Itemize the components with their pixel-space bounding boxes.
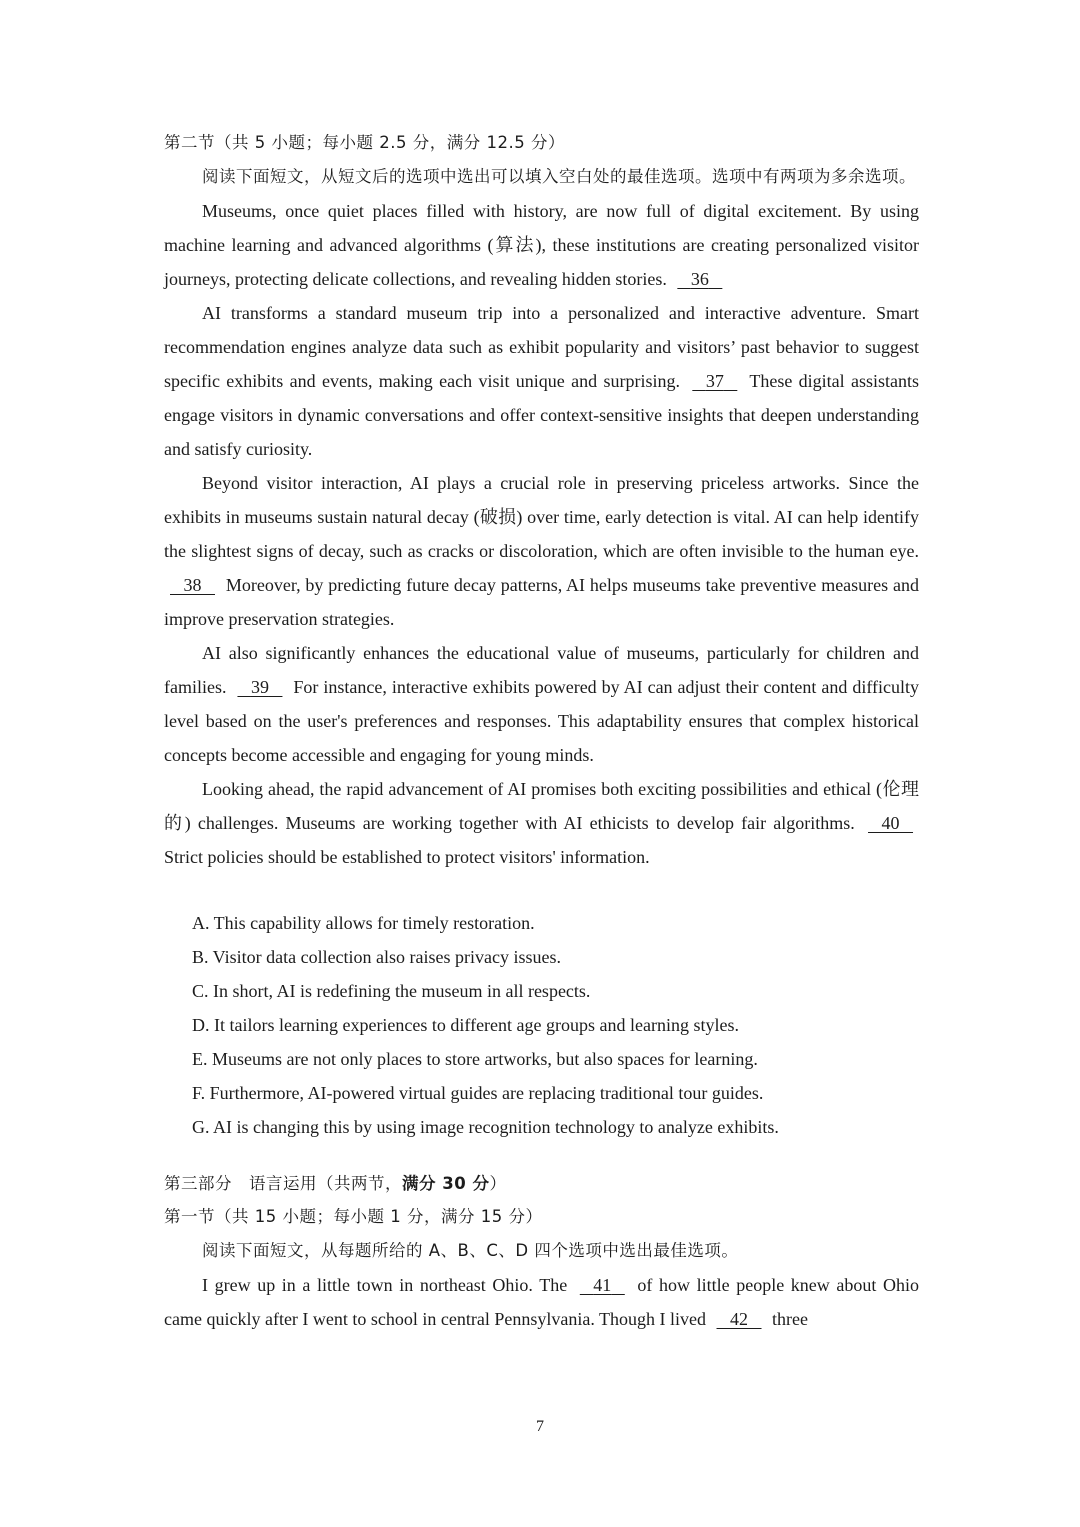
option-e: E. Museums are not only places to store artworks, but also spaces for learning.: [192, 1049, 758, 1069]
blank-36: 36: [690, 269, 709, 289]
section-instruction-3-1: 阅读下面短文，从每题所给的 A、B、C、D 四个选项中选出最佳选项。: [202, 1241, 739, 1260]
paragraph-text: AI transforms a standard museum trip into a personalized and interactive adventure. Smart recommendation engines analyze data such as exhibit popularity and visitors’ past behavior to suggest specific exhibits and events, making each visit unique and surprising.: [164, 303, 919, 391]
blank-38: 38: [183, 575, 202, 595]
paragraph-text: Strict policies should be established to protect visitors' information.: [164, 847, 650, 867]
blank-41: 41: [593, 1275, 612, 1295]
section-heading-3-1: 第一节（共 15 小题；每小题 1 分，满分 15 分）: [164, 1207, 543, 1226]
passage-paragraph-3: [164, 466, 919, 636]
blank-42: 42: [730, 1309, 749, 1329]
blank-40: 40: [881, 813, 900, 833]
passage-paragraph-2: [164, 296, 919, 466]
paragraph-text: For instance, interactive exhibits powered by AI can adjust their content and difficulty level based on the user's preferences and responses. This adaptability ensures that complex historical concepts become accessible and engaging for young minds.: [164, 677, 919, 765]
paragraph-text: I grew up in a little town in northeast Ohio. The: [202, 1275, 568, 1295]
page-number: 7: [536, 1418, 544, 1435]
paragraph-text: of how little people knew about Ohio came quickly after I went to school in central Pennsylvania. Though I lived: [164, 1275, 919, 1329]
option-d: D. It tailors learning experiences to different age groups and learning styles.: [192, 1015, 739, 1035]
cloze-paragraph: [164, 1268, 919, 1336]
option-c: C. In short, AI is redefining the museum in all respects.: [192, 981, 591, 1001]
paragraph-text: Moreover, by predicting future decay patterns, AI helps museums take preventive measures and improve preservation strategies.: [164, 575, 919, 629]
section-heading: 第二节（共 5 小题；每小题 2.5 分，满分 12.5 分）: [164, 133, 565, 152]
passage-paragraph-4: [164, 636, 919, 772]
paragraph-text: three: [772, 1309, 808, 1329]
options-list: [164, 906, 919, 1144]
passage-paragraph-5: [164, 772, 919, 874]
passage-paragraph-1: [164, 194, 919, 296]
section-instruction: 阅读下面短文，从短文后的选项中选出可以填入空白处的最佳选项。选项中有两项为多余选项。: [202, 167, 916, 186]
paragraph-text: Museums, once quiet places filled with history, are now full of digital excitement. By using machine learning and advanced algorithms (算法), these institutions are creating personalized visitor journeys, protecting delicate collections, and revealing hidden stories.: [164, 201, 919, 289]
option-b: B. Visitor data collection also raises privacy issues.: [192, 947, 562, 967]
part-title-close: ）: [489, 1174, 507, 1193]
blank-39: 39: [250, 677, 269, 697]
paragraph-text: Beyond visitor interaction, AI plays a crucial role in preserving priceless artworks. Since the exhibits in museums sustain natural decay (破损) over time, early detection is vital. AI can help identify the slightest signs of decay, such as cracks or discoloration, which are often invisible to the human eye.: [164, 473, 919, 561]
paragraph-text: Looking ahead, the rapid advancement of AI promises both exciting possibilities and ethical (伦理的) challenges. Museums are working together with AI ethicists to develop fair algorithms.: [164, 779, 919, 833]
part-title-score: 满分 30 分: [402, 1174, 490, 1193]
option-a: A. This capability allows for timely restoration.: [192, 913, 535, 933]
part-title-text: 第三部分 语言运用（共两节，: [164, 1174, 402, 1193]
blank-37: 37: [705, 371, 724, 391]
exam-page: [164, 126, 919, 1336]
paragraph-text: These digital assistants engage visitors in dynamic conversations and offer context-sensitive insights that deepen understanding and satisfy curiosity.: [164, 371, 919, 459]
part-three-title: [164, 1168, 919, 1200]
paragraph-text: AI also significantly enhances the educational value of museums, particularly for children and families.: [164, 643, 919, 697]
option-f: F. Furthermore, AI-powered virtual guides are replacing traditional tour guides.: [192, 1083, 764, 1103]
option-g: G. AI is changing this by using image recognition technology to analyze exhibits.: [192, 1117, 779, 1137]
